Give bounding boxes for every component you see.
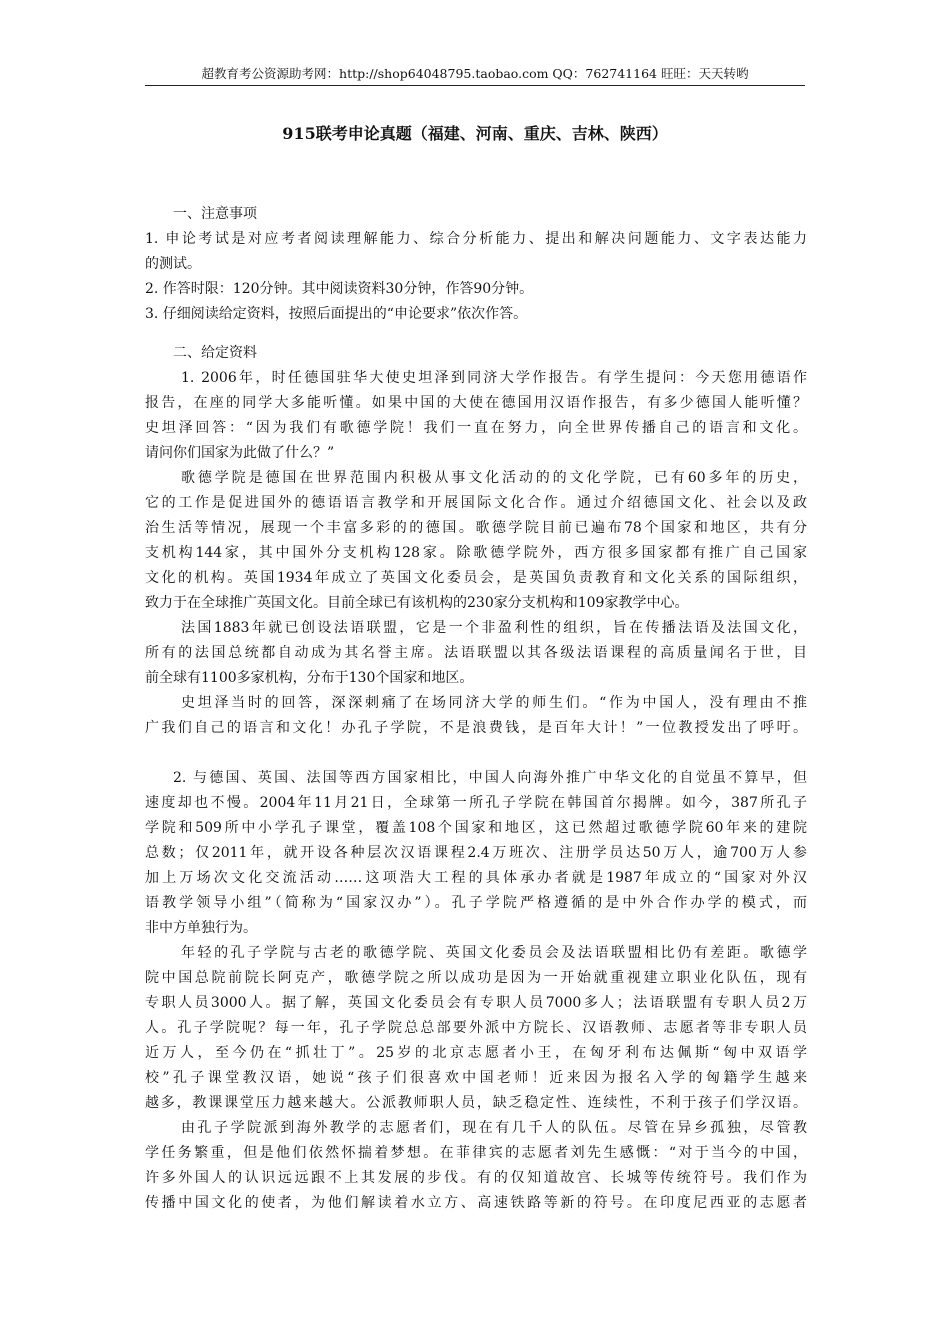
material-line: 支机构144家，其中国外分支机构128家。除歌德学院外，西方很多国家都有推广自己国家 xyxy=(145,545,807,561)
material-line: 加上万场次文化交流活动……这项浩大工程的具体承办者就是1987年成立的“国家对外汉 xyxy=(145,870,807,886)
material-line: 1. 2006年，时任德国驻华大使史坦泽到同济大学作报告。有学生提问：今天您用德语作 xyxy=(181,370,807,386)
material-line: 前全球有1100多家机构，分布于130个国家和地区。 xyxy=(145,670,474,686)
material-line: 许多外国人的认识远远跟不上其发展的步伐。有的仅知道故宫、长城等传统符号。我们作为 xyxy=(145,1170,807,1186)
header-divider xyxy=(145,85,805,86)
material-line: 人。孔子学院呢？每一年，孔子学院总总部要外派中方院长、汉语教师、志愿者等非专职人员 xyxy=(145,1020,807,1036)
material-line: 学任务繁重，但是他们依然怀揣着梦想。在菲律宾的志愿者刘先生感慨：“对于当今的中国， xyxy=(145,1145,807,1161)
spacer xyxy=(145,741,807,766)
material-line: 致力于在全球推广英国文化。目前全球已有该机构的230家分支机构和109家教学中心。 xyxy=(145,595,689,611)
material-line: 近万人，至今仍在“抓壮丁”。25岁的北京志愿者小王，在匈牙利布达佩斯“匈中双语学 xyxy=(145,1045,807,1061)
material-line: 2. 与德国、英国、法国等西方国家相比，中国人向海外推广中华文化的自觉虽不算早，但 xyxy=(173,770,807,786)
section-heading-materials: 二、给定资料 xyxy=(173,345,257,361)
material-line: 史坦泽当时的回答，深深刺痛了在场同济大学的师生们。“作为中国人，没有理由不推 xyxy=(181,695,807,711)
document-title: 915联考申论真题（福建、河南、重庆、吉林、陕西） xyxy=(282,124,668,143)
material-line: 非中方单独行为。 xyxy=(145,920,257,936)
material-line: 史坦泽回答：“因为我们有歌德学院！我们一直在努力，向全世界传播自己的语言和文化。 xyxy=(145,420,807,436)
material-line: 广我们自己的语言和文化！办孔子学院，不是浪费钱，是百年大计！”一位教授发出了呼吁。 xyxy=(145,720,807,736)
material-line: 法国1883年就已创设法语联盟，它是一个非盈利性的组织，旨在传播法语及法国文化， xyxy=(181,620,807,636)
material-line: 校”孔子课堂教汉语，她说“孩子们很喜欢中国老师！近来因为报名入学的匈籍学生越来 xyxy=(145,1070,807,1086)
page-header: 超教育考公资源助考网：http://shop64048795.taobao.com QQ：762741164 旺旺：天天转哟 xyxy=(201,66,749,81)
notice-item: 2. 作答时限：120分钟。其中阅读资料30分钟，作答90分钟。 xyxy=(145,281,534,297)
material-line: 由孔子学院派到海外教学的志愿者们，现在有几千人的队伍。尽管在异乡孤独，尽管教 xyxy=(181,1120,807,1136)
section-heading-notice: 一、注意事项 xyxy=(173,206,257,222)
material-line: 语教学领导小组”（简称为“国家汉办”）。孔子学院严格遵循的是中外合作办学的模式，而 xyxy=(145,895,807,911)
material-line: 它的工作是促进国外的德语语言教学和开展国际文化合作。通过介绍德国文化、社会以及政 xyxy=(145,495,807,511)
notice-item: 的测试。 xyxy=(145,256,201,272)
material-line: 治生活等情况，展现一个丰富多彩的的德国。歌德学院目前已遍布78个国家和地区，共有分 xyxy=(145,520,807,536)
material-line: 速度却也不慢。2004年11月21日，全球第一所孔子学院在韩国首尔揭牌。如今，387所孔子 xyxy=(145,795,807,811)
material-line: 专职人员3000人。据了解，英国文化委员会有专职人员7000多人；法语联盟有专职人员2万 xyxy=(145,995,807,1011)
material-line: 院中国总院前院长阿克产，歌德学院之所以成功是因为一开始就重视建立职业化队伍，现有 xyxy=(145,970,807,986)
material-line: 传播中国文化的使者，为他们解读着水立方、高速铁路等新的符号。在印度尼西亚的志愿者 xyxy=(145,1195,807,1211)
material-line: 歌德学院是德国在世界范围内积极从事文化活动的的文化学院，已有60多年的历史， xyxy=(181,470,807,486)
notice-item: 3. 仔细阅读给定资料，按照后面提出的“申论要求”依次作答。 xyxy=(145,306,528,322)
document-body xyxy=(145,202,807,1216)
notice-item: 1. 申论考试是对应考者阅读理解能力、综合分析能力、提出和解决问题能力、文字表达能力 xyxy=(145,231,807,247)
material-line: 文化的机构。英国1934年成立了英国文化委员会，是英国负责教育和文化关系的国际组织， xyxy=(145,570,807,586)
spacer xyxy=(145,327,807,341)
material-line: 年轻的孔子学院与古老的歌德学院、英国文化委员会及法语联盟相比仍有差距。歌德学 xyxy=(181,945,807,961)
material-line: 越多，教课课堂压力越来越大。公派教师职人员，缺乏稳定性、连续性，不利于孩子们学汉语。 xyxy=(145,1095,807,1111)
material-line: 总数；仅2011年，就开设各种层次汉语课程2.4万班次、注册学员达50万人，逾700万人参 xyxy=(145,845,807,861)
material-line: 请问你们国家为此做了什么？” xyxy=(145,445,335,461)
material-line: 报告，在座的同学大多能听懂。如果中国的大使在德国用汉语作报告，有多少德国人能听懂？ xyxy=(145,395,807,411)
material-line: 所有的法国总统都自动成为其名誉主席。法语联盟以其各级法语课程的高质量闻名于世，目 xyxy=(145,645,807,661)
material-line: 学院和509所中小学孔子课堂，覆盖108个国家和地区，这已然超过歌德学院60年来的建院 xyxy=(145,820,807,836)
